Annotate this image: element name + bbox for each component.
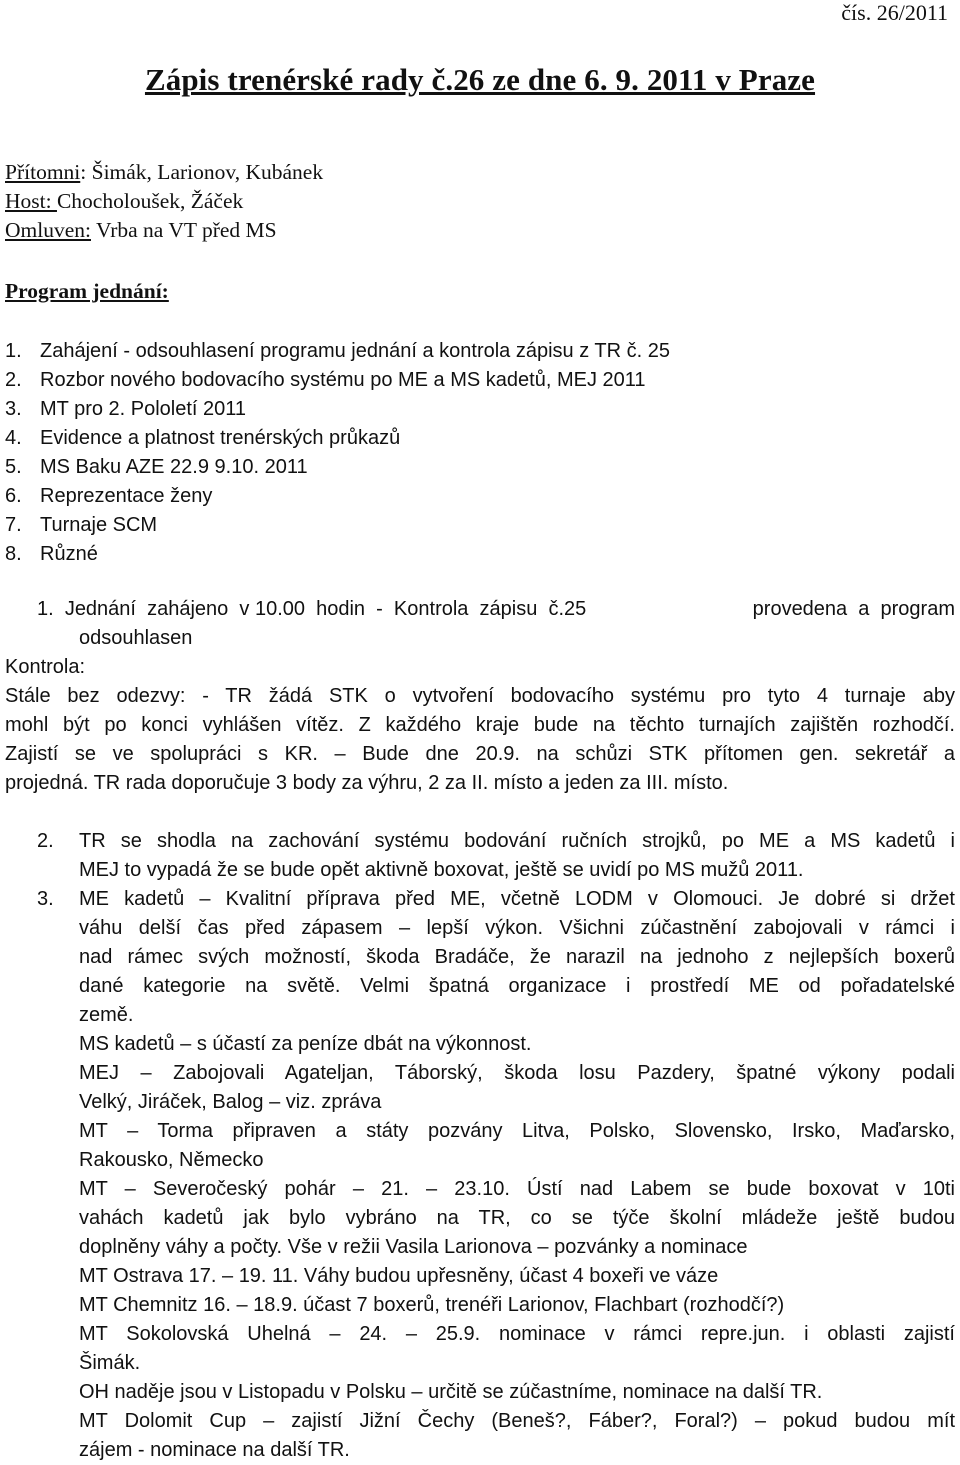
list-item: 3. MT pro 2. Pololetí 2011 — [5, 398, 247, 420]
section-3-line: MS kadetů – s účastí za peníze dbát na výkonnost. — [79, 1033, 532, 1055]
list-item: 6. Reprezentace ženy — [5, 485, 213, 507]
section-3-line: Velký, Jiráček, Balog – viz. zpráva — [79, 1091, 382, 1113]
section-3-line: nad rámec svých možností, škoda Bradáče, že narazil na jednoho z nejlepších boxerů — [79, 946, 955, 968]
document-number: čís. 26/2011 — [841, 0, 948, 25]
section-3-line: MT Chemnitz 16. – 18.9. účast 7 boxerů, trenéři Larionov, Flachbart (rozhodčí?) — [79, 1294, 785, 1316]
kontrola-line-4: projedná. TR rada doporučuje 3 body za výhru, 2 za II. místo a jeden za III. místo. — [5, 772, 729, 794]
section-3-line: MT – Severočeský pohár – 21. – 23.10. Ústí nad Labem se bude boxovat v 10ti — [79, 1178, 955, 1200]
kontrola-line-3: Zajistí se ve spolupráci s KR. – Bude dne 20.9. na schůzi STK přítomen gen. sekretář a — [5, 743, 955, 765]
section-1-line1-right: provedena a program — [752, 598, 955, 620]
excused-value: Vrba na VT před MS — [91, 218, 277, 242]
page-title: Zápis trenérské rady č.26 ze dne 6. 9. 2011 v Praze — [144, 62, 816, 97]
list-item: 2. Rozbor nového bodovacího systému po ME a MS kadetů, MEJ 2011 — [5, 369, 646, 391]
attendance-host — [5, 189, 243, 214]
section-3-line: MT Sokolovská Uhelná – 24. – 25.9. nominace v rámci repre.jun. i oblasti zajistí — [79, 1323, 955, 1345]
section-3-line: OH naděje jsou v Listopadu v Polsku – určitě se zúčastníme, nominace na další TR. — [79, 1381, 823, 1403]
present-label: Přítomni — [5, 160, 81, 184]
present-value: : Šimák, Larionov, Kubánek — [80, 160, 324, 184]
section-3-line: Rakousko, Německo — [79, 1149, 264, 1171]
section-1 — [5, 595, 955, 798]
attendance-present — [5, 160, 323, 185]
section-3-line: váhu delší čas před zápasem – lepší výkon. Všichni zúčastnění zabojovali v rámci i — [79, 917, 955, 939]
section-3-line: doplněny váhy a počty. Vše v režii Vasila Larionova – pozvánky a nominace — [79, 1236, 748, 1258]
kontrola-line-2: mohl být po konci vyhlášen vítěz. Z každého kraje bude na těchto turnajích zajištěn rozhodčí. — [5, 714, 955, 736]
section-1-line — [5, 595, 955, 624]
kontrola-line-1: Stále bez odezvy: - TR žádá STK o vytvoření bodovacího systému pro tyto 4 turnaje aby — [5, 685, 955, 707]
section-1-line2: odsouhlasen — [79, 627, 193, 649]
attendance-excused — [5, 218, 277, 243]
list-item: 7. Turnaje SCM — [5, 514, 158, 536]
section-3-number: 3. — [37, 888, 54, 910]
section-2-number: 2. — [37, 830, 54, 852]
section-3-line: země. — [79, 1004, 134, 1026]
list-item: 4. Evidence a platnost trenérských průkazů — [5, 427, 401, 449]
section-3-line: Šimák. — [79, 1352, 141, 1374]
section-3 — [5, 885, 955, 1465]
list-item: 5. MS Baku AZE 22.9 9.10. 2011 — [5, 456, 308, 478]
section-2-line-2: MEJ to vypadá že se bude opět aktivně boxovat, ještě se uvidí po MS mužů 2011. — [79, 859, 804, 881]
section-3-line: zájem - nominace na další TR. — [79, 1439, 350, 1461]
host-value: Chocholoušek, Žáček — [56, 189, 244, 213]
section-3-line: MT – Torma připraven a státy pozvány Litva, Polsko, Slovensko, Irsko, Maďarsko, — [79, 1120, 955, 1142]
section-2 — [5, 827, 955, 885]
section-2-line-1: TR se shodla na zachování systému bodování ručních strojků, po ME a MS kadetů i — [79, 830, 955, 852]
section-1-line1-left: Jednání zahájeno v 10.00 hodin - Kontrola zápisu č.25 — [64, 598, 587, 620]
kontrola-label: Kontrola: — [5, 656, 86, 678]
section-3-line: vahách kadetů jak bylo vybráno na TR, co se týče školní mládeže ještě budou — [79, 1207, 955, 1229]
program-heading: Program jednání: — [5, 279, 169, 303]
section-1-number: 1. — [37, 598, 54, 620]
list-item: 1. Zahájení - odsouhlasení programu jednání a kontrola zápisu z TR č. 25 — [5, 340, 670, 362]
excused-label: Omluven: — [5, 218, 91, 242]
host-label: Host: — [5, 189, 57, 213]
section-3-line: MT Ostrava 17. – 19. 11. Váhy budou upřesněny, účast 4 boxeři ve váze — [79, 1265, 719, 1287]
list-item: 8. Různé — [5, 543, 98, 565]
agenda-list — [5, 337, 670, 569]
section-3-line: dané kategorie na světě. Velmi špatná organizace i prostředí ME od pořadatelské — [79, 975, 955, 997]
section-3-line: MT Dolomit Cup – zajistí Jižní Čechy (Beneš?, Fáber?, Foral?) – pokud budou mít — [79, 1410, 955, 1432]
section-3-line: ME kadetů – Kvalitní příprava před ME, včetně LODM v Olomouci. Je dobré si držet — [79, 888, 955, 910]
section-3-line: MEJ – Zabojovali Agateljan, Táborský, škoda losu Pazdery, špatné výkony podali — [79, 1062, 955, 1084]
